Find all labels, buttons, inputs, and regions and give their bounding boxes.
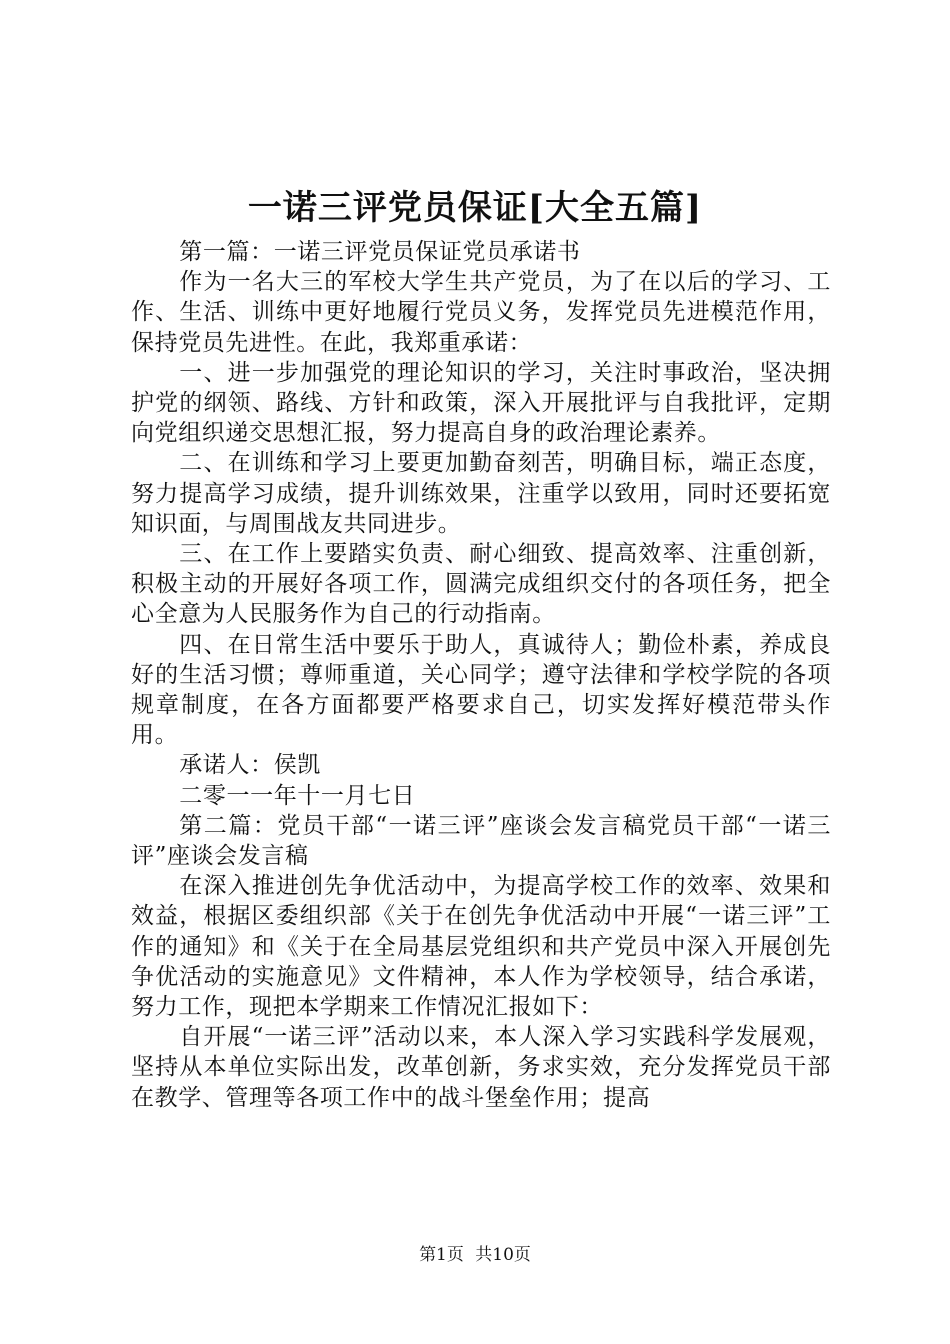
paragraph: 一、进一步加强党的理论知识的学习，关注时事政治，坚决拥护党的纲领、路线、方针和政策，深入开展批评与自我批评，定期向党组织递交思想汇报，努力提高自身的政治理论素养。 [131, 359, 831, 447]
section-heading-2: 第二篇：党员干部“一诺三评”座谈会发言稿党员干部“一诺三评”座谈会发言稿 [131, 812, 831, 870]
document-body [131, 237, 831, 1113]
paragraph: 自开展“一诺三评”活动以来，本人深入学习实践科学发展观，坚持从本单位实际出发，改革创新，务求实效，充分发挥党员干部在教学、管理等各项工作中的战斗堡垒作用；提高 [131, 1024, 831, 1111]
section-heading-1: 第一篇：一诺三评党员保证党员承诺书 [179, 239, 581, 265]
page-total: 共10页 [475, 1245, 531, 1265]
page-number: 第1页 [419, 1245, 464, 1265]
document-title: 一诺三评党员保证[大全五篇] [247, 188, 703, 228]
paragraph: 三、在工作上要踏实负责、耐心细致、提高效率、注重创新，积极主动的开展好各项工作，圆满完成组织交付的各项任务，把全心全意为人民服务作为自己的行动指南。 [131, 541, 831, 628]
paragraph: 作为一名大三的军校大学生共产党员，为了在以后的学习、工作、生活、训练中更好地履行党员义务，发挥党员先进模范作用，保持党员先进性。在此，我郑重承诺： [131, 269, 831, 356]
page-footer [0, 1244, 950, 1266]
paragraph: 在深入推进创先争优活动中，为提高学校工作的效率、效果和效益，根据区委组织部《关于在创先争优活动中开展“一诺三评”工作的通知》和《关于在全局基层党组织和共产党员中深入开展创先争优活动的实施意见》文件精神，本人作为学校领导，结合承诺，努力工作，现把本学期来工作情况汇报如下： [131, 873, 831, 1021]
date-line: 二零一一年十一月七日 [179, 782, 416, 809]
paragraph: 二、在训练和学习上要更加勤奋刻苦，明确目标，端正态度，努力提高学习成绩，提升训练效果，注重学以致用，同时还要拓宽知识面，与周围战友共同进步。 [131, 450, 831, 537]
signature-line: 承诺人：侯凯 [179, 752, 321, 779]
paragraph: 四、在日常生活中要乐于助人，真诚待人；勤俭朴素，养成良好的生活习惯；尊师重道，关心同学；遵守法律和学校学院的各项规章制度，在各方面都要严格要求自己，切实发挥好模范带头作用。 [131, 631, 831, 749]
